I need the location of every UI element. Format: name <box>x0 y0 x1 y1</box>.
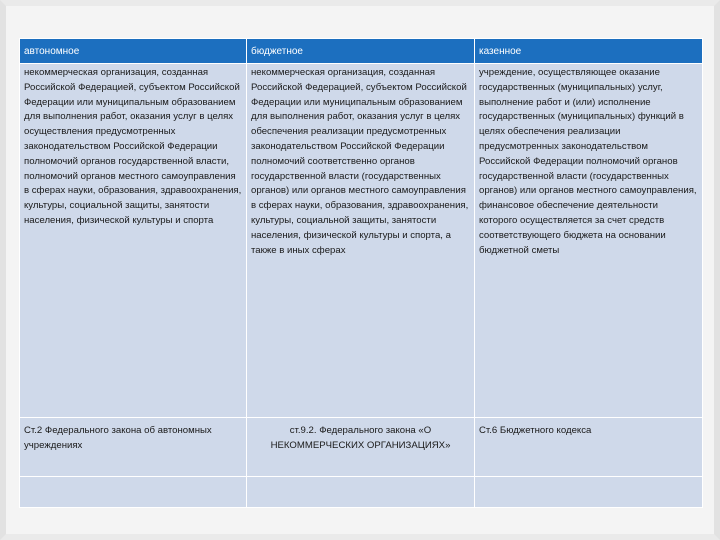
definition-row <box>20 64 703 418</box>
header-state-owned: казенное <box>475 39 703 64</box>
definition-state-owned: учреждение, осуществляющее оказание государственных (муниципальных) услуг, выполнение работ и (или) исполнение государственных (муниципальных) функций в целях обеспечения реализации предусмотренных законодательством Российской Федерации полномочий органов государственной власти (государственных органов) или органов местного самоуправления, финансовое обеспечение деятельности которого осуществляется за счет средств соответствующего бюджета на основании бюджетной сметы <box>475 64 703 418</box>
header-autonomous: автономное <box>20 39 247 64</box>
definition-budgetary: некоммерческая организация, созданная Российской Федерацией, субъектом Российской Федерации или муниципальным образованием для выполнения работ, оказания услуг в целях обеспечения реализации предусмотренных законодательством Российской Федерации полномочий соответственно органов государственной власти (государственных органов) или органов местного самоуправления в сферах науки, образования, здравоохранения, культуры, социальной защиты, занятости населения, физической культуры и спорта, а также в иных сферах <box>247 64 475 418</box>
law-state-owned: Ст.6 Бюджетного кодекса <box>475 418 703 477</box>
empty-row <box>20 477 703 508</box>
definition-autonomous: некоммерческая организация, созданная Российской Федерацией, субъектом Российской Федерации или муниципальным образованием для выполнения работ, оказания услуг в целях осуществления предусмотренных законодательством Российской Федерации полномочий органов государственной власти, полномочий органов местного самоуправления в сферах науки, образования, здравоохранения, культуры, социальной защиты, занятости населения, физической культуры и спорта <box>20 64 247 418</box>
header-budgetary: бюджетное <box>247 39 475 64</box>
law-autonomous: Ст.2 Федерального закона об автономных учреждениях <box>20 418 247 477</box>
empty-cell <box>475 477 703 508</box>
empty-cell <box>20 477 247 508</box>
empty-cell <box>247 477 475 508</box>
comparison-table <box>19 38 703 508</box>
law-budgetary: ст.9.2. Федерального закона «О НЕКОММЕРЧЕСКИХ ОРГАНИЗАЦИЯХ» <box>247 418 475 477</box>
header-row <box>20 39 703 64</box>
legal-basis-row <box>20 418 703 477</box>
